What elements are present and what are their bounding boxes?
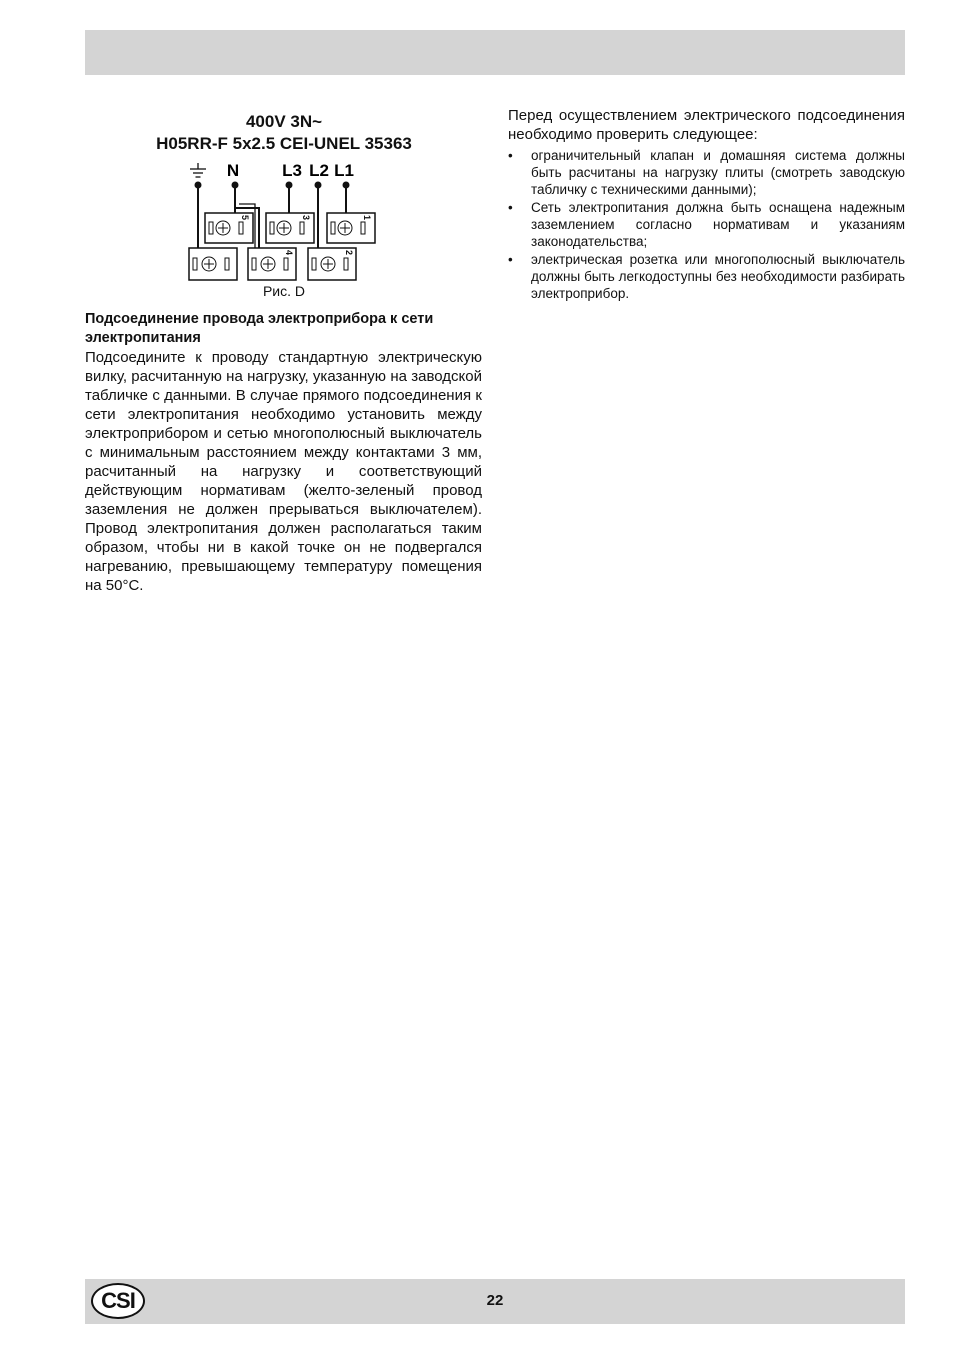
block-number-5: 5 — [240, 215, 250, 221]
list-item: • ограничительный клапан и домашняя система должны быть расчитаны на нагрузку плиты (смотреть заводскую табличку с техническими данными); — [508, 148, 905, 197]
connection-instructions: Подсоедините к проводу стандартную электрическую вилку, расчитанную на нагрузку, указанную на заводской табличке с данными. В случае прямого подсоединения к сети электропитания необходимо установить между электроприбором и сетью многополюсный выключатель с минимальным расстоянием между контактами 3 мм, расчитанный на нагрузку и соответствующий действующим нормативам (желто-зеленый провод заземления не должен прерываться выключателем). Провод электропитания должен располагаться таким образом, чтобы ни в какой точке он не подвергался нагреванию, превышающему температуру помещения на 50°C. — [85, 349, 482, 594]
terminal-block-diagram — [185, 158, 385, 283]
block-number-1: 1 — [362, 215, 372, 221]
section-heading: Подсоединение провода электроприбора к сети электропитания — [85, 311, 434, 346]
block-number-2: 2 — [344, 250, 354, 256]
footer-bar — [85, 1279, 905, 1324]
bullet: • — [508, 252, 513, 267]
page-number: 22 — [486, 1292, 504, 1309]
terminal-label-l2: L2 — [309, 161, 329, 180]
terminal-label-n: N — [226, 161, 240, 180]
list-item: • электрическая розетка или многополюсный выключатель должны быть легкодоступны без необходимости разбирать электроприбор. — [508, 252, 905, 301]
checklist-intro: Перед осуществлением электрического подсоединения необходимо проверить следующее: — [508, 107, 905, 143]
terminal-label-l3: L3 — [282, 161, 302, 180]
terminal-label-l1: L1 — [334, 161, 354, 180]
supply-spec-title: 400V 3N~ — [245, 112, 323, 131]
earth-icon — [190, 163, 206, 177]
block-number-4: 4 — [284, 250, 294, 256]
bullet: • — [508, 200, 513, 215]
figure-caption: Рис. D — [262, 283, 306, 299]
checklist — [508, 147, 905, 303]
brand-logo: CSI — [91, 1283, 145, 1319]
block-number-3: 3 — [301, 215, 311, 221]
header-bar — [85, 30, 905, 75]
cable-spec-title: H05RR-F 5x2.5 CEI-UNEL 35363 — [156, 134, 412, 153]
bullet: • — [508, 148, 513, 163]
list-item: • Сеть электропитания должна быть оснащена надежным заземлением согласно нормативам и указаниям законодательства; — [508, 200, 905, 249]
